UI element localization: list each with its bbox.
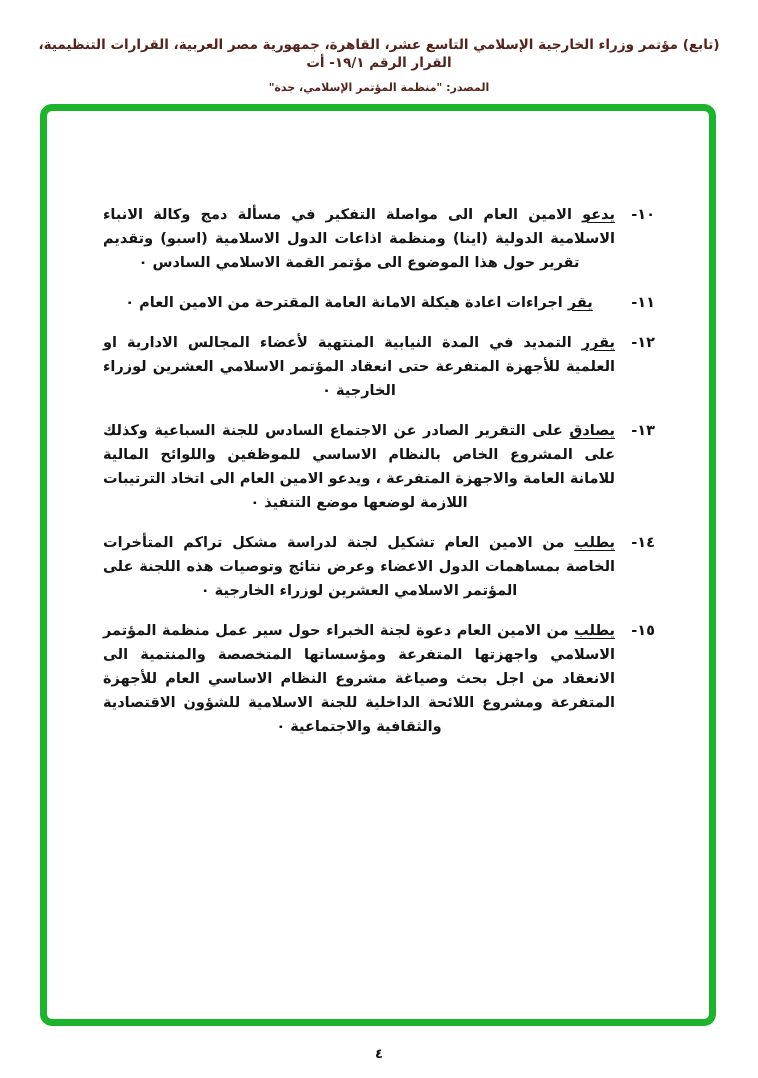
item-body: من الامين العام تشكيل لجنة لدراسة مشكل تراكم المتأخرات الخاصة بمساهمات الدول الاعضاء وعرض نتائج وتوصيات هذه اللجنة على المؤتمر الاسلامي العشرين لوزراء الخارجية ٠ (103, 535, 615, 599)
item-body: اجراءات اعادة هيكلة الامانة العامة المقترحة من الامين العام ٠ (125, 295, 568, 311)
resolution-item-11 (103, 291, 655, 315)
item-verb: يدعو (582, 207, 615, 223)
item-number: ١٠- (631, 207, 655, 223)
item-body: على التقرير الصادر عن الاجتماع السادس للجنة السباعية وكذلك على المشروع الخاص بالنظام الاساسي للموظفين واللوائح المالية للامانة العامة والاجهزة المتفرعة ، ويدعو الامين العام الى اتخاد الترتيبات اللازمة لوضعها موضع التنفيذ ٠ (103, 423, 615, 511)
item-body: الامين العام الى مواصلة التفكير في مسألة دمج وكالة الانباء الاسلامية الدولية (اينا) ومنظمة اذاعات الدول الاسلامية (اسبو) وتقديم تقرير حول هذا الموضوع الى مؤتمر القمة الاسلامي السادس ٠ (103, 207, 615, 271)
resolution-item-15 (103, 619, 655, 739)
item-body: التمديد في المدة النيابية المنتهية لأعضاء المجالس الادارية او العلمية للأجهزة المتفرعة حتى انعقاد المؤتمر الاسلامي العشرين لوزراء الخارجية ٠ (103, 335, 615, 399)
resolution-item-10 (103, 203, 655, 275)
green-border-frame (40, 104, 716, 1026)
header-publisher-line: المصدر: "منظمة المؤتمر الإسلامي، جدة" (268, 81, 490, 94)
header-source-line: (تابع) مؤتمر وزراء الخارجية الإسلامي التاسع عشر، القاهرة، جمهورية مصر العربية، القرارات التنظيمية، القرار الرقم ١٩/١- أت (38, 37, 720, 71)
item-text (103, 531, 615, 603)
resolution-item-13 (103, 419, 655, 515)
item-verb: يقر (567, 295, 593, 311)
item-verb: يطلب (574, 623, 615, 639)
item-number: ١٢- (631, 335, 655, 351)
item-text (103, 419, 615, 515)
item-text (103, 331, 615, 403)
item-verb: يصادق (569, 423, 615, 439)
item-text (103, 619, 615, 739)
item-number: ١٤- (631, 535, 655, 551)
resolution-item-12 (103, 331, 655, 403)
item-text (103, 203, 615, 275)
resolution-item-14 (103, 531, 655, 603)
resolution-list (103, 203, 655, 755)
item-number: ١٣- (631, 423, 655, 439)
item-verb: يطلب (574, 535, 615, 551)
document-header (0, 36, 758, 95)
item-number: ١٥- (631, 623, 655, 639)
item-number: ١١- (631, 295, 655, 311)
item-body: من الامين العام دعوة لجنة الخبراء حول سير عمل منظمة المؤتمر الاسلامي واجهزتها المتفرعة ومؤسساتها المتخصصة والمنتمية الى الانعقاد من اجل بحث وصياغة مشروع النظام الاساسي العام للأجهزة المتفرعة ومشروع اللائحة الداخلية للجنة الاسلامية للشؤون الاقتصادية والثقافية والاجتماعية ٠ (103, 623, 615, 735)
item-text (103, 291, 615, 315)
item-verb: يقرر (581, 335, 615, 351)
page-number: ٤ (375, 1047, 383, 1062)
